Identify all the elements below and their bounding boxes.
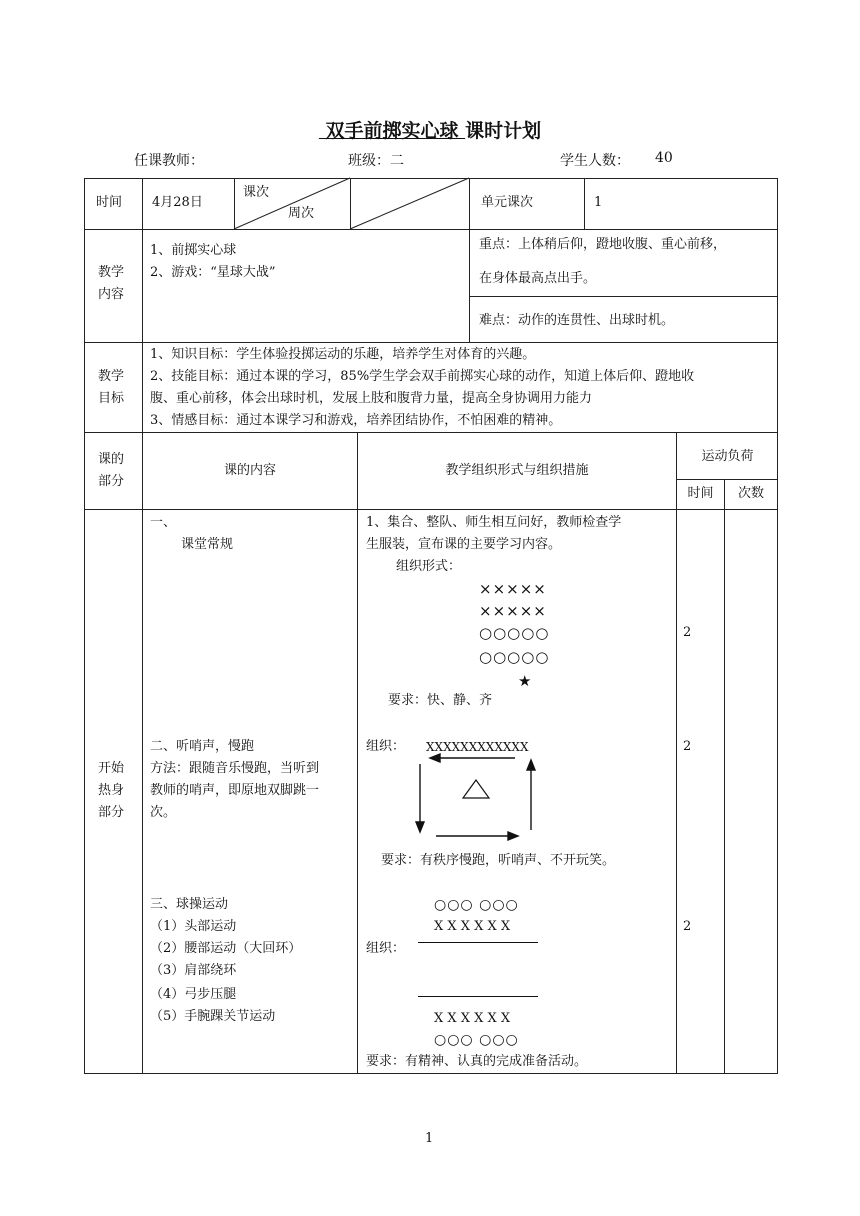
title-main: 双手前掷实心球	[325, 120, 459, 142]
title-suffix: 课时计划	[465, 120, 542, 142]
section-2-method-3: 次。	[150, 805, 177, 820]
time-label: 时间	[96, 195, 123, 210]
key-point-line-2: 在身体最高点出手。	[479, 271, 597, 286]
formation-row-3: ○○○○○	[479, 624, 550, 642]
teacher-label: 任课教师：	[134, 153, 204, 169]
section-1-org-line-2: 生服装，宣布课的主要学习内容。	[366, 537, 562, 552]
content-label: 教学内容	[98, 265, 125, 302]
section-3-title: 三、球操运动	[150, 897, 229, 912]
section-3-x-top: X X X X X X	[434, 919, 511, 934]
teacher-star-icon: ★	[518, 672, 533, 690]
formation-row-2: ×××××	[479, 602, 547, 620]
section-1-number: 一、	[150, 515, 177, 530]
content-item-1: 1、前掷实心球	[150, 243, 237, 258]
section-3-requirement: 要求：有精神、认真的完成准备活动。	[366, 1054, 588, 1069]
section-2-method-2: 教师的哨声，即原地双脚跳一	[150, 783, 320, 798]
key-point-line-1: 重点：上体稍后仰，蹬地收腹、重心前移，	[479, 237, 727, 252]
unit-label: 单元课次	[481, 195, 534, 210]
goal-line-1: 1、知识目标：学生体验投掷运动的乐趣，培养学生对体育的兴趣。	[150, 347, 536, 362]
week-no-label: 周次	[288, 206, 315, 221]
section-3-item-4: （4）弓步压腿	[150, 987, 237, 1002]
section-3-item-1: （1）头部运动	[150, 919, 237, 934]
section-3-item-3: （3）肩部绕环	[150, 963, 237, 978]
goal-line-4: 3、情感目标：通过本课学习和游戏，培养团结协作，不怕困难的精神。	[150, 413, 562, 428]
difficulty: 难点：动作的连贯性、出球时机。	[479, 313, 675, 328]
section-3-circles-bottom: ○○○ ○○○	[434, 1032, 519, 1048]
section-2-method-1: 方法：跟随音乐慢跑，当听到	[150, 761, 320, 776]
section-1-title: 课堂常规	[181, 537, 234, 552]
section-3-item-5: （5）手腕踝关节运动	[150, 1009, 276, 1024]
goal-line-2: 2、技能目标：通过本课的学习，85%学生学会双手前掷实心球的动作，知道上体后仰、蹬地收	[150, 369, 695, 384]
part-header: 课的部分	[98, 452, 125, 489]
goals-label: 教学目标	[98, 369, 125, 406]
students-count: 40	[655, 150, 673, 166]
section-1-requirement: 要求：快、静、齐	[388, 693, 493, 708]
page-number: 1	[425, 1131, 434, 1146]
goal-line-3: 腹、重心前移，体会出球时机，发展上肢和腹背力量，提高全身协调用力能力	[150, 391, 593, 406]
lesson-no-label: 课次	[243, 185, 270, 200]
content-header: 课的内容	[223, 463, 276, 478]
count-header: 次数	[737, 486, 764, 501]
lesson-date: 4月28日	[152, 195, 203, 210]
section-2-org-label: 组织：	[366, 739, 406, 754]
section-2-title: 二、听哨声，慢跑	[150, 739, 255, 754]
content-item-2: 2、游戏：“星球大战”	[150, 265, 276, 280]
formation-row-4: ○○○○○	[479, 648, 550, 666]
load-header: 运动负荷	[701, 449, 754, 464]
section-3-circles-top: ○○○ ○○○	[434, 897, 519, 913]
time-header: 时间	[687, 486, 714, 501]
section-1-time: 2	[683, 625, 692, 640]
section-3-time: 2	[683, 919, 692, 934]
formation-row-1: ×××××	[479, 580, 547, 598]
section-3-x-bottom: X X X X X X	[434, 1011, 511, 1026]
section-2-runner-row: XXXXXXXXXXXX	[426, 740, 529, 754]
students-label: 学生人数：	[560, 153, 630, 169]
section-3-item-2: （2）腰部运动（大回环）	[150, 941, 302, 956]
section-1-org-form: 组织形式：	[396, 559, 462, 574]
section-2-time: 2	[683, 739, 692, 754]
organization-header: 教学组织形式与组织措施	[445, 463, 589, 478]
section-3-org-label: 组织：	[366, 941, 406, 956]
unit-value: 1	[594, 195, 603, 210]
section-2-requirement: 要求：有秩序慢跑，听哨声、不开玩笑。	[381, 853, 616, 868]
section-1-org-line-1: 1、集合、整队、师生相互问好，教师检查学	[366, 515, 622, 530]
class-label: 班级：二	[348, 153, 404, 169]
warmup-part-label: 开始热身部分	[98, 761, 125, 820]
